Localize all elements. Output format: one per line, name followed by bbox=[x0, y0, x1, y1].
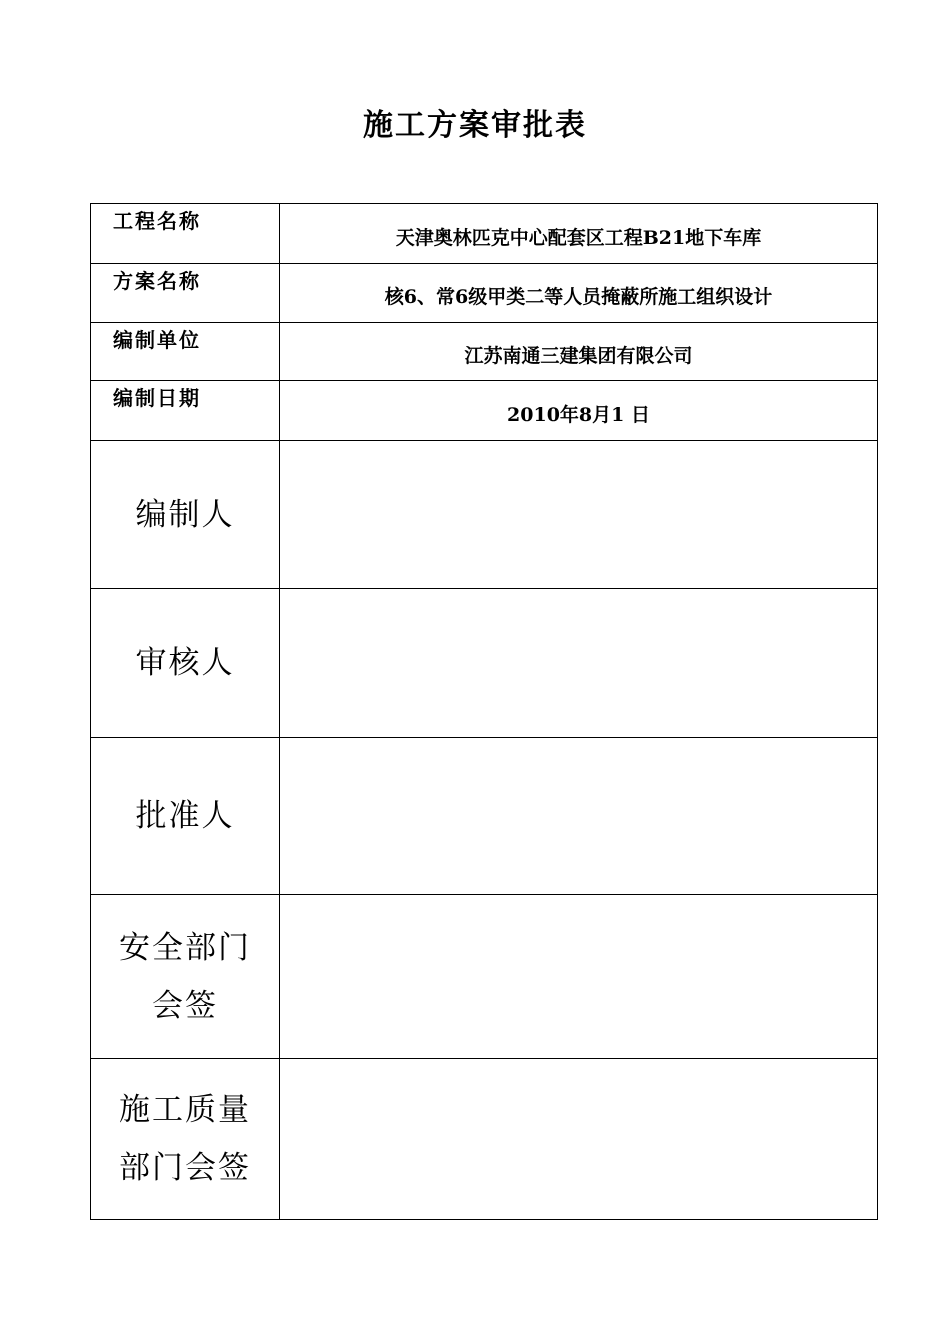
plan-name-value bbox=[280, 264, 878, 323]
organization-text: 江苏南通三建集团有限公司 bbox=[464, 344, 693, 367]
table-row-project-name bbox=[91, 204, 878, 264]
table-row-approver bbox=[91, 738, 878, 895]
preparer-label-line: 编制人 bbox=[135, 496, 235, 533]
safety-dept-label bbox=[91, 895, 280, 1059]
reviewer-signature-field[interactable] bbox=[280, 589, 878, 738]
table-row-date bbox=[91, 381, 878, 441]
approver-signature-field[interactable] bbox=[280, 738, 878, 895]
preparer-signature-field[interactable] bbox=[280, 441, 878, 589]
quality-dept-signature-field[interactable] bbox=[280, 1059, 878, 1220]
organization-label: 编制单位 bbox=[91, 323, 280, 381]
reviewer-label bbox=[91, 589, 280, 738]
date-text: 2010年8月1 日 bbox=[507, 403, 650, 426]
project-name-value bbox=[280, 204, 878, 264]
reviewer-label-line: 审核人 bbox=[135, 645, 235, 681]
project-name-label: 工程名称 bbox=[91, 204, 280, 264]
safety-dept-label-line-2: 会签 bbox=[152, 987, 218, 1024]
quality-dept-label-line-2: 部门会签 bbox=[119, 1150, 251, 1186]
approver-label bbox=[91, 738, 280, 895]
quality-dept-label-line-1: 施工质量 bbox=[119, 1092, 251, 1128]
table-row-preparer bbox=[91, 441, 878, 589]
date-label: 编制日期 bbox=[91, 381, 280, 441]
table-row-plan-name bbox=[91, 264, 878, 323]
organization-value bbox=[280, 323, 878, 381]
approver-label-line: 批准人 bbox=[135, 798, 235, 834]
table-row-reviewer bbox=[91, 589, 878, 738]
table-row-safety-dept bbox=[91, 895, 878, 1059]
page-title: 施工方案审批表 bbox=[363, 108, 587, 143]
table-row-quality-dept bbox=[91, 1059, 878, 1220]
quality-dept-label bbox=[91, 1059, 280, 1220]
table-row-organization bbox=[91, 323, 878, 381]
date-value bbox=[280, 381, 878, 441]
approval-table bbox=[90, 203, 878, 1220]
safety-dept-signature-field[interactable] bbox=[280, 895, 878, 1059]
preparer-label bbox=[91, 441, 280, 589]
plan-name-text: 核6、常6级甲类二等人员掩蔽所施工组织设计 bbox=[384, 286, 773, 308]
safety-dept-label-line-1: 安全部门 bbox=[119, 929, 251, 966]
project-name-text: 天津奥林匹克中心配套区工程B21地下车库 bbox=[395, 226, 762, 249]
plan-name-label: 方案名称 bbox=[91, 264, 280, 323]
